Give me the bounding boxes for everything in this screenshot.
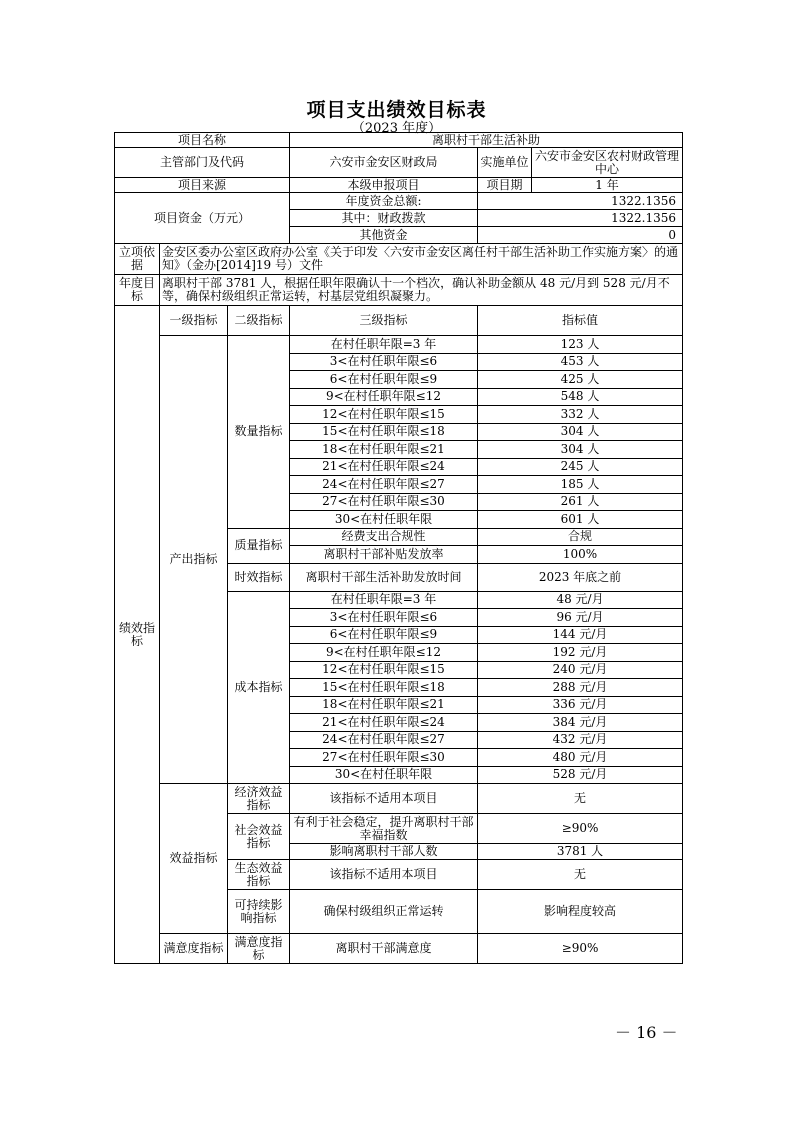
indicator-value: 261 人 xyxy=(478,493,683,511)
page-number: － 16 － xyxy=(615,1023,678,1042)
indicator-name: 12<在村任职年限≤15 xyxy=(290,661,478,679)
time-label: 时效指标 xyxy=(228,563,290,591)
indicator-name: 24<在村任职年限≤27 xyxy=(290,476,478,494)
fiscal-label: 其中：财政拨款 xyxy=(290,210,478,227)
indicator-name: 21<在村任职年限≤24 xyxy=(290,714,478,732)
indicator-value: 100% xyxy=(478,546,683,564)
indicator-value: 288 元/月 xyxy=(478,679,683,697)
indicator-value: ≥90% xyxy=(478,934,683,964)
dept-label: 主管部门及代码 xyxy=(115,148,290,178)
indicator-name: 在村任职年限=3 年 xyxy=(290,336,478,354)
indicator-name: 12<在村任职年限≤15 xyxy=(290,406,478,424)
indicator-name: 离职村干部补贴发放率 xyxy=(290,546,478,564)
period-value: 1 年 xyxy=(532,178,683,193)
indicator-value: 425 人 xyxy=(478,371,683,389)
indicator-name: 18<在村任职年限≤21 xyxy=(290,441,478,459)
indicator-value: 548 人 xyxy=(478,388,683,406)
indicator-name: 在村任职年限=3 年 xyxy=(290,591,478,609)
indicator-value: 432 元/月 xyxy=(478,731,683,749)
project-name-label: 项目名称 xyxy=(115,133,290,148)
perf-label: 绩效指标 xyxy=(115,306,160,964)
total-value: 1322.1356 xyxy=(478,193,683,210)
source-label: 项目来源 xyxy=(115,178,290,193)
table-row xyxy=(115,934,683,964)
indicator-value: 123 人 xyxy=(478,336,683,354)
indicator-name: 离职村干部满意度 xyxy=(290,934,478,964)
goal-label: 年度目标 xyxy=(115,275,160,306)
indicator-name: 3<在村任职年限≤6 xyxy=(290,609,478,627)
dept-value: 六安市金安区财政局 xyxy=(290,148,478,178)
quality-label: 质量指标 xyxy=(228,528,290,563)
eco-label: 生态效益指标 xyxy=(228,860,290,890)
indicator-name: 影响离职村干部人数 xyxy=(290,844,478,860)
indicator-name: 15<在村任职年限≤18 xyxy=(290,423,478,441)
satisfaction-l2-label: 满意度指标 xyxy=(228,934,290,964)
indicator-value: 96 元/月 xyxy=(478,609,683,627)
table-body xyxy=(115,133,683,964)
indicator-name: 15<在村任职年限≤18 xyxy=(290,679,478,697)
cost-label: 成本指标 xyxy=(228,591,290,784)
performance-target-table xyxy=(114,132,683,964)
indicator-name: 30<在村任职年限 xyxy=(290,766,478,784)
indicator-value: 合规 xyxy=(478,528,683,546)
indicator-name: 有利于社会稳定，提升离职村干部幸福指数 xyxy=(290,814,478,844)
indicator-value: 336 元/月 xyxy=(478,696,683,714)
header-level3: 三级指标 xyxy=(290,306,478,336)
indicator-value: 240 元/月 xyxy=(478,661,683,679)
table-row xyxy=(115,133,683,148)
project-name-value: 离职村干部生活补助 xyxy=(290,133,683,148)
table-row xyxy=(115,193,683,210)
page-subtitle: （2023 年度） xyxy=(351,121,442,136)
quantity-label: 数量指标 xyxy=(228,336,290,529)
basis-label: 立项依据 xyxy=(115,244,160,275)
indicator-value: 48 元/月 xyxy=(478,591,683,609)
indicator-name: 24<在村任职年限≤27 xyxy=(290,731,478,749)
indicator-name: 该指标不适用本项目 xyxy=(290,860,478,890)
sustain-label: 可持续影响指标 xyxy=(228,890,290,934)
source-value: 本级申报项目 xyxy=(290,178,478,193)
indicator-name: 3<在村任职年限≤6 xyxy=(290,353,478,371)
indicator-name: 9<在村任职年限≤12 xyxy=(290,388,478,406)
impl-label: 实施单位 xyxy=(478,148,532,178)
indicator-name: 30<在村任职年限 xyxy=(290,511,478,529)
indicator-value: 332 人 xyxy=(478,406,683,424)
indicator-value: 144 元/月 xyxy=(478,626,683,644)
basis-value: 金安区委办公室区政府办公室《关于印发〈六安市金安区离任村干部生活补助工作实施方案〉的通知》（金办[2014]19 号）文件 xyxy=(160,244,683,275)
social-label: 社会效益指标 xyxy=(228,814,290,860)
indicator-value: 304 人 xyxy=(478,441,683,459)
indicator-value: 304 人 xyxy=(478,423,683,441)
indicator-name: 该指标不适用本项目 xyxy=(290,784,478,814)
indicator-value: ≥90% xyxy=(478,814,683,844)
impl-value: 六安市金安区农村财政管理中心 xyxy=(532,148,683,178)
page-title: 项目支出绩效目标表 xyxy=(306,99,487,121)
indicator-name: 确保村级组织正常运转 xyxy=(290,890,478,934)
indicator-value: 3781 人 xyxy=(478,844,683,860)
indicator-value: 无 xyxy=(478,860,683,890)
indicator-name: 27<在村任职年限≤30 xyxy=(290,493,478,511)
indicator-value: 192 元/月 xyxy=(478,644,683,662)
indicator-value: 480 元/月 xyxy=(478,749,683,767)
indicator-name: 6<在村任职年限≤9 xyxy=(290,626,478,644)
header-value: 指标值 xyxy=(478,306,683,336)
output-label: 产出指标 xyxy=(160,336,228,784)
indicator-name: 6<在村任职年限≤9 xyxy=(290,371,478,389)
indicator-value: 528 元/月 xyxy=(478,766,683,784)
indicator-value: 2023 年底之前 xyxy=(478,563,683,591)
indicator-value: 185 人 xyxy=(478,476,683,494)
benefit-label: 效益指标 xyxy=(160,784,228,934)
indicator-value: 245 人 xyxy=(478,458,683,476)
indicator-name: 27<在村任职年限≤30 xyxy=(290,749,478,767)
total-label: 年度资金总额: xyxy=(290,193,478,210)
fiscal-value: 1322.1356 xyxy=(478,210,683,227)
indicator-name: 经费支出合规性 xyxy=(290,528,478,546)
other-label: 其他资金 xyxy=(290,227,478,244)
table-row xyxy=(115,275,683,306)
goal-value: 离职村干部 3781 人，根据任职年限确认十一个档次，确认补助金额从 48 元/月到 528 元/月不等，确保村级组织正常运转，村基层党组织凝聚力。 xyxy=(160,275,683,306)
indicator-value: 453 人 xyxy=(478,353,683,371)
satisfaction-label: 满意度指标 xyxy=(160,934,228,964)
indicator-value: 384 元/月 xyxy=(478,714,683,732)
header-level1: 一级指标 xyxy=(160,306,228,336)
table-row xyxy=(115,336,683,354)
indicator-value: 无 xyxy=(478,784,683,814)
economic-label: 经济效益指标 xyxy=(228,784,290,814)
indicator-name: 9<在村任职年限≤12 xyxy=(290,644,478,662)
indicator-name: 18<在村任职年限≤21 xyxy=(290,696,478,714)
table-row xyxy=(115,784,683,814)
other-value: 0 xyxy=(478,227,683,244)
table-row xyxy=(115,244,683,275)
funds-label: 项目资金（万元） xyxy=(115,193,290,244)
table-row xyxy=(115,148,683,178)
header-level2: 二级指标 xyxy=(228,306,290,336)
table-row xyxy=(115,306,683,336)
indicator-value: 601 人 xyxy=(478,511,683,529)
indicator-value: 影响程度较高 xyxy=(478,890,683,934)
indicator-name: 21<在村任职年限≤24 xyxy=(290,458,478,476)
table-row xyxy=(115,178,683,193)
indicator-name: 离职村干部生活补助发放时间 xyxy=(290,563,478,591)
period-label: 项目期 xyxy=(478,178,532,193)
